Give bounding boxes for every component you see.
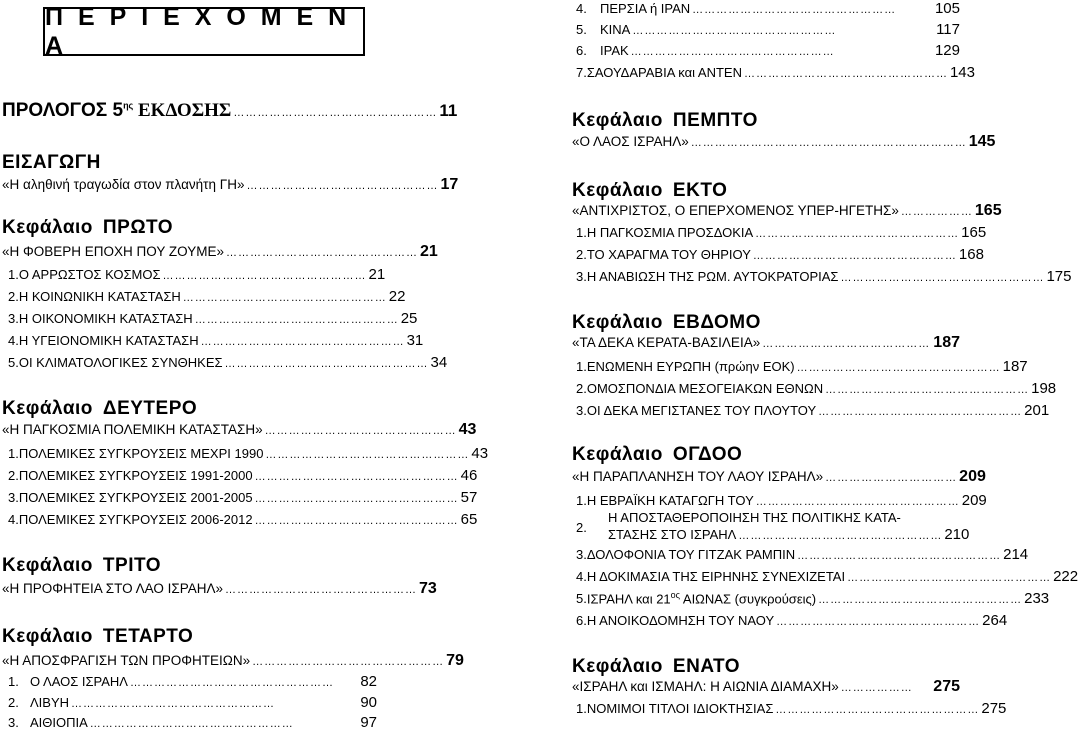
toc-entry: 2. Η ΑΠΟΣΤΑΘΕΡΟΠΟΙΗΣΗ ΤΗΣ ΠΟΛΙΤΙΚΗΣ ΚΑΤΑ-	[576, 510, 901, 535]
toc-entry-ch7-sub[interactable]	[572, 334, 960, 352]
toc-entry-ch6-sub[interactable]	[572, 202, 1002, 220]
toc-entry[interactable]: 2. Η ΚΟΙΝΩΝΙΚΗ ΚΑΤΑΣΤΑΣΗ …………………………………………… 22	[8, 288, 406, 305]
dot-leader: ……………………………………	[762, 338, 931, 350]
dot-leader: …………………………………………	[225, 584, 418, 596]
toc-entry-ch2-sub[interactable]	[2, 421, 477, 439]
toc-entry[interactable]: 7. ΣΑΟΥΔΑΡΑΒΙΑ και ΑΝΤΕΝ …………………………………………… 143	[576, 64, 975, 81]
entry-label: «Η ΑΠΟΣΦΡΑΓΙΣΗ ΤΩΝ ΠΡΟΦΗΤΕΙΩΝ»	[2, 653, 251, 668]
page-number: 275	[933, 678, 960, 695]
page-number: 145	[968, 133, 996, 150]
entry-label: «Η ΦΟΒΕΡΗ ΕΠΟΧΗ ΠΟΥ ΖΟΥΜΕ»	[2, 244, 224, 259]
chapter-heading-8: Κεφάλαιο ΟΓΔΟΟ	[572, 444, 743, 465]
toc-entry[interactable]: 5. ΚΙΝΑ …………………………………………… 117	[576, 21, 960, 38]
toc-entry-intro[interactable]	[2, 176, 459, 194]
toc-entry-ch1-sub[interactable]	[2, 243, 438, 261]
entry-label: «Ο ΛΑΟΣ ΙΣΡΑΗΛ»	[572, 134, 689, 149]
entry-label: «ΑΝΤΙΧΡΙΣΤΟΣ, Ο ΕΠΕΡΧΟΜΕΝΟΣ ΥΠΕΡ-ΗΓΕΤΗΣ»	[572, 203, 899, 218]
toc-entry[interactable]: 5. ΟΙ ΚΛΙΜΑΤΟΛΟΓΙΚΕΣ ΣΥΝΘΗΚΕΣ …………………………………………… 34	[8, 354, 448, 371]
toc-entry[interactable]: 3. Η ΑΝΑΒΙΩΣΗ ΤΗΣ ΡΩΜ. ΑΥΤΟΚΡΑΤΟΡΙΑΣ …………………………………………… 175	[576, 268, 1072, 285]
page-number: 165	[974, 202, 1002, 219]
page-number: 187	[933, 334, 960, 351]
chapter-heading-7: Κεφάλαιο ΕΒΔΟΜΟ	[572, 312, 761, 333]
dot-leader: …………………………………………	[264, 425, 457, 437]
dot-leader: ………………	[900, 206, 973, 218]
page-number: 73	[419, 580, 437, 597]
page-number: 17	[440, 176, 459, 193]
entry-label: «ΤΑ ΔΕΚΑ ΚΕΡΑΤΑ-ΒΑΣΙΛΕΙΑ»	[572, 335, 761, 350]
toc-entry[interactable]: 4. Η ΔΟΚΙΜΑΣΙΑ ΤΗΣ ΕΙΡΗΝΗΣ ΣΥΝΕΧΙΖΕΤΑΙ …………………………………………… 222	[576, 568, 1078, 585]
page-number: 43	[458, 421, 477, 438]
toc-entry[interactable]: 1. Ο ΛΑΟΣ ΙΣΡΑΗΛ …………………………………………… 82	[8, 673, 377, 690]
dot-leader: ……………………………	[825, 472, 958, 484]
toc-entry[interactable]: 3. ΔΟΛΟΦΟΝΙΑ ΤΟΥ ΓΙΤΖΑΚ ΡΑΜΠΙΝ …………………………………………… 214	[576, 546, 1029, 563]
toc-entry-ch3-sub[interactable]	[2, 580, 437, 598]
toc-entry-ch4-sub[interactable]	[2, 652, 464, 670]
intro-heading: ΕΙΣΑΓΩΓΗ	[2, 152, 101, 173]
dot-leader: …………………………………………	[246, 180, 439, 192]
toc-entry[interactable]: 5. ΙΣΡΑΗΛ και $21^{o\varsigma}$ ΑΙΩΝΑΣ (συγκρούσεις) …………………………………………… 233	[576, 590, 1050, 608]
toc-entry[interactable]: 2. ΟΜΟΣΠΟΝΔΙΑ ΜΕΣΟΓΕΙΑΚΩΝ ΕΘΝΩΝ …………………………………………… 198	[576, 380, 1057, 397]
entry-label: «Η αληθινή τραγωδία στον πλανήτη ΓΗ»	[2, 177, 245, 192]
chapter-heading-3: Κεφάλαιο ΤΡΙΤΟ	[2, 555, 162, 576]
toc-entry-ch9-sub[interactable]	[572, 678, 960, 696]
toc-entry[interactable]: 1. ΕΝΩΜΕΝΗ ΕΥΡΩΠΗ (πρώην ΕΟΚ) …………………………………………… 187	[576, 358, 1028, 375]
chapter-heading-2: Κεφάλαιο ΔΕΥΤΕΡΟ	[2, 398, 198, 419]
dot-leader: …………………………………………	[252, 656, 445, 668]
toc-entry-ch5-sub[interactable]	[572, 133, 996, 151]
toc-entry[interactable]: 3. ΟΙ ΔΕΚΑ ΜΕΓΙΣΤΑΝΕΣ ΤΟΥ ΠΛΟΥΤΟΥ …………………………………………… 201	[576, 402, 1050, 419]
toc-entry[interactable]: ΣΤΑΣΗΣ ΣΤΟ ΙΣΡΑΗΛ …………………………………………… 210	[608, 526, 970, 543]
entry-label: «Η ΠΑΓΚΟΣΜΙΑ ΠΟΛΕΜΙΚΗ ΚΑΤΑΣΤΑΣΗ»	[2, 422, 263, 437]
toc-entry[interactable]: 2. ΠΟΛΕΜΙΚΕΣ ΣΥΓΚΡΟΥΣΕΙΣ 1991-2000 …………………………………………… 46	[8, 467, 478, 484]
dot-leader: ……………………………………………	[233, 107, 438, 119]
dot-leader: ……………………………………………………………	[690, 137, 967, 149]
dot-leader: ………………	[840, 682, 913, 694]
toc-entry[interactable]: 3. ΑΙΘΙΟΠΙΑ …………………………………………… 97	[8, 714, 377, 731]
toc-entry[interactable]: 1. ΝΟΜΙΜΟΙ ΤΙΤΛΟΙ ΙΔΙΟΚΤΗΣΙΑΣ …………………………………………… 275	[576, 700, 1007, 717]
page-number: 209	[959, 468, 986, 485]
toc-entry[interactable]: 1. Η ΠΑΓΚΟΣΜΙΑ ΠΡΟΣΔΟΚΙΑ …………………………………………… 165	[576, 224, 987, 241]
toc-entry[interactable]: 1. Η ΕΒΡΑΪΚΗ ΚΑΤΑΓΩΓΗ ΤΟΥ …………………………………………… 209	[576, 492, 987, 509]
toc-entry[interactable]: 4. ΠΕΡΣΙΑ ή ΙΡΑΝ …………………………………………… 105	[576, 0, 960, 17]
toc-entry[interactable]: 4. Η ΥΓΕΙΟΝΟΜΙΚΗ ΚΑΤΑΣΤΑΣΗ …………………………………………… 31	[8, 332, 424, 349]
toc-entry[interactable]: 6. ΙΡΑΚ …………………………………………… 129	[576, 42, 960, 59]
chapter-heading-4: Κεφάλαιο ΤΕΤΑΡΤΟ	[2, 626, 194, 647]
toc-entry[interactable]: 6. Η ΑΝΟΙΚΟΔΟΜΗΣΗ ΤΟΥ ΝΑΟΥ …………………………………………… 264	[576, 612, 1008, 629]
page-number: 79	[446, 652, 464, 669]
chapter-heading-1: Κεφάλαιο ΠΡΩΤΟ	[2, 217, 174, 238]
toc-entry[interactable]: 3. Η ΟΙΚΟΝΟΜΙΚΗ ΚΑΤΑΣΤΑΣΗ …………………………………………… 25	[8, 310, 418, 327]
toc-entry[interactable]: 1. Ο ΑΡΡΩΣΤΟΣ ΚΟΣΜΟΣ …………………………………………… 21	[8, 266, 386, 283]
toc-entry-prologue[interactable]	[2, 100, 458, 122]
dot-leader: …………………………………………	[225, 247, 418, 259]
toc-entry[interactable]: 1. ΠΟΛΕΜΙΚΕΣ ΣΥΓΚΡΟΥΣΕΙΣ ΜΕΧΡΙ 1990 …………………………………………… 43	[8, 445, 489, 462]
page-number: 11	[439, 101, 458, 120]
entry-label: «Η ΠΑΡΑΠΛΑΝΗΣΗ ΤΟΥ ΛΑΟΥ ΙΣΡΑΗΛ»	[572, 469, 824, 484]
page-number: 21	[419, 243, 438, 260]
entry-label: «Η ΠΡΟΦΗΤΕΙΑ ΣΤΟ ΛΑΟ ΙΣΡΑΗΛ»	[2, 581, 224, 596]
toc-entry-ch8-sub[interactable]	[572, 468, 986, 486]
entry-label: «ΙΣΡΑΗΛ και ΙΣΜΑΗΛ: Η ΑΙΩΝΙΑ ΔΙΑΜΑΧΗ»	[572, 679, 839, 694]
prologue-label: ΠΡΟΛΟΓΟΣ $5^{\eta\varsigma}$ ΕΚΔΟΣΗΣ	[2, 100, 232, 121]
chapter-heading-5: Κεφάλαιο ΠΕΜΠΤΟ	[572, 110, 758, 131]
chapter-heading-9: Κεφάλαιο ΕΝΑΤΟ	[572, 656, 741, 677]
chapter-heading-6: Κεφάλαιο ΕΚΤΟ	[572, 180, 728, 201]
toc-entry[interactable]: 4. ΠΟΛΕΜΙΚΕΣ ΣΥΓΚΡΟΥΣΕΙΣ 2006-2012 …………………………………………… 65	[8, 511, 478, 528]
page-title: Π Ε Ρ Ι Ε Χ Ο Μ Ε Ν Α	[43, 7, 365, 56]
toc-entry[interactable]: 2. ΛΙΒΥΗ …………………………………………… 90	[8, 694, 377, 711]
toc-entry[interactable]: 3. ΠΟΛΕΜΙΚΕΣ ΣΥΓΚΡΟΥΣΕΙΣ 2001-2005 …………………………………………… 57	[8, 489, 478, 506]
toc-entry[interactable]: 2. ΤΟ ΧΑΡΑΓΜΑ ΤΟΥ ΘΗΡΙΟΥ …………………………………………… 168	[576, 246, 984, 263]
